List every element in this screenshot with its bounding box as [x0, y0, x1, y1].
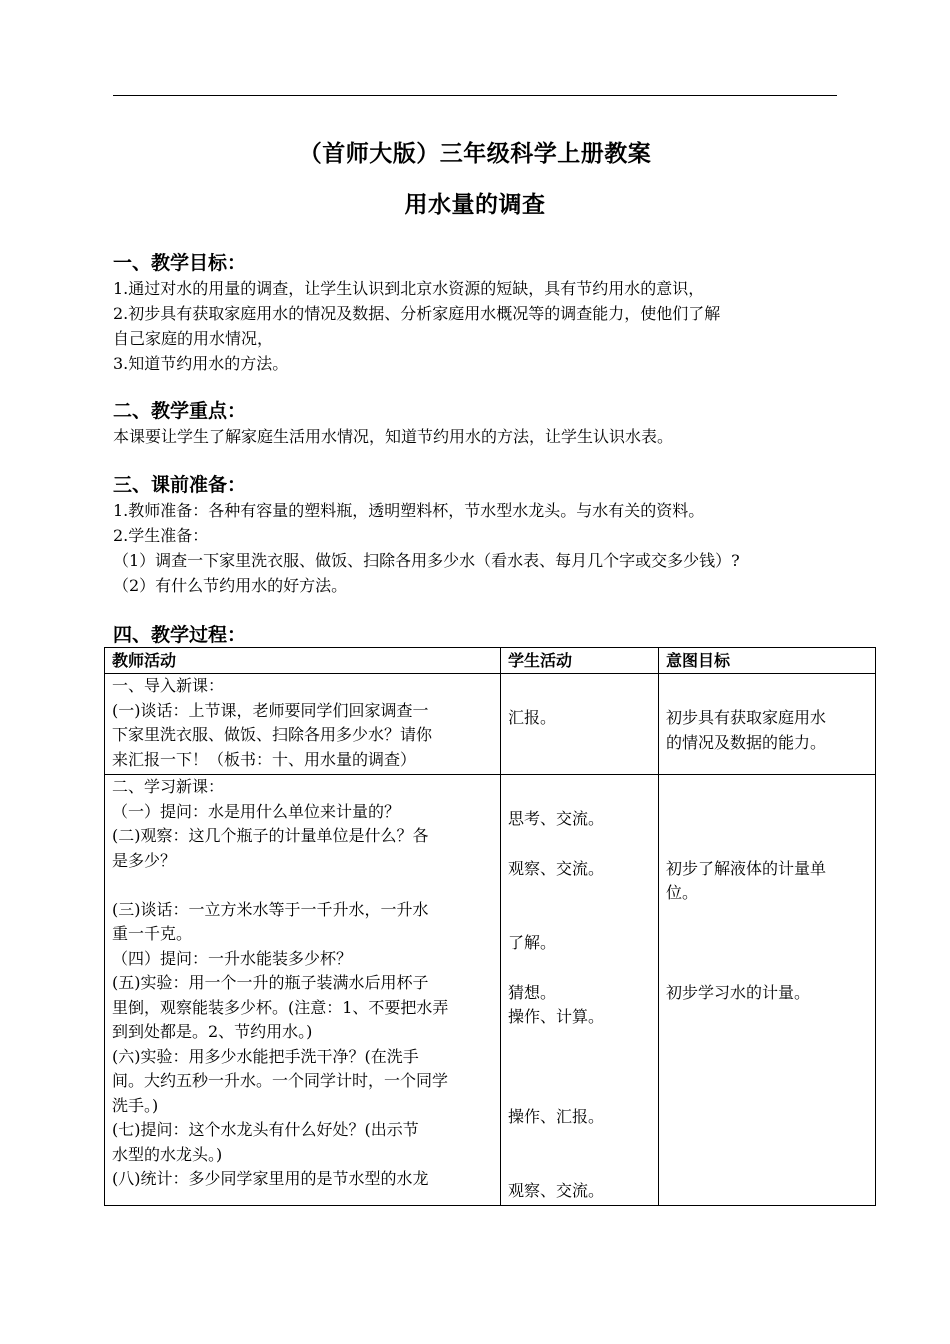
cell-line: 是多少？ [112, 850, 177, 870]
student-cell [501, 775, 659, 1206]
student-cell [501, 674, 659, 775]
cell-line: (五)实验：用一个一升的瓶子装满水后用杯子 [112, 973, 429, 992]
cell-line: 水型的水龙头。) [112, 1144, 223, 1164]
section-heading: 四、教学过程： [113, 624, 247, 646]
section-heading: 二、教学重点： [113, 400, 247, 422]
cell-line: 到到处都是。2、节约用水。) [112, 1022, 313, 1041]
cell-line: 操作、计算。 [508, 1007, 605, 1026]
cell-line: 猜想。 [508, 983, 557, 1002]
cell-line: 间。大约五秒一升水。一个同学计时，一个同学 [112, 1071, 449, 1090]
preparation-item: （1）调查一下家里洗衣服、做饭、扫除各用多少水（看水表、每月几个字或交多少钱）? [113, 551, 740, 570]
cell-line: 观察、交流。 [508, 859, 605, 878]
cell-line: 里倒，观察能装多少杯。(注意：1、不要把水弄 [112, 997, 449, 1017]
goal-cell [659, 775, 876, 1206]
cell-line: 位。 [666, 883, 699, 902]
cell-line: （四）提问：一升水能装多少杯？ [112, 948, 353, 968]
section-preparation [113, 472, 837, 598]
preparation-item: 2.学生准备： [113, 526, 209, 545]
document-subtitle: 用水量的调查 [404, 192, 546, 218]
cell-line: (八)统计：多少同学家里用的是节水型的水龙 [112, 1169, 429, 1188]
objective-item: 2.初步具有获取家庭用水的情况及数据、分析家庭用水概况等的调查能力，使他们了解 [113, 304, 721, 323]
table-header-row [105, 648, 876, 674]
column-header-teacher: 教师活动 [105, 648, 501, 674]
preparation-item: 1.教师准备：各种有容量的塑料瓶，透明塑料杯，节水型水龙头。与水有关的资料。 [113, 501, 705, 520]
goal-stack [666, 775, 868, 1205]
section-process [113, 622, 837, 648]
cell-line: 的情况及数据的能力。 [666, 732, 827, 752]
teacher-cell [105, 674, 501, 775]
cell-line: (三)谈话：一立方米水等于一千升水，一升水 [112, 899, 429, 919]
cell-line: (一)谈话：上节课，老师要同学们回家调查一 [112, 700, 429, 720]
cell-line: 初步学习水的计量。 [666, 983, 811, 1002]
key-points-text: 本课要让学生了解家庭生活用水情况，知道节约用水的方法，让学生认识水表。 [113, 427, 674, 446]
cell-line: 了解。 [508, 933, 557, 952]
student-activity-stack [508, 775, 651, 1205]
teacher-cell [105, 775, 501, 1206]
cell-line: 一、导入新课： [112, 676, 225, 695]
cell-line: 下家里洗衣服、做饭、扫除各用多少水？请你 [112, 725, 433, 744]
cell-line: 洗手。) [112, 1095, 159, 1115]
cell-line: 重一千克。 [112, 924, 193, 943]
cell-line: 观察、交流。 [508, 1181, 605, 1200]
column-header-student: 学生活动 [501, 648, 659, 674]
cell-line: 二、学习新课： [112, 777, 225, 796]
cell-line: (二)观察：这几个瓶子的计量单位是什么？各 [112, 826, 429, 845]
cell-line: 操作、汇报。 [508, 1107, 605, 1126]
table-row [105, 775, 876, 1206]
goal-cell [659, 674, 876, 775]
section-heading: 三、课前准备： [113, 474, 247, 496]
cell-blank-line [112, 873, 493, 898]
teaching-process-table [104, 647, 876, 1206]
document-title: （首师大版）三年级科学上册教案 [298, 141, 652, 167]
objective-item: 3.知道节约用水的方法。 [113, 354, 289, 373]
preparation-item: （2）有什么节约用水的好方法。 [113, 576, 348, 595]
column-header-goal: 意图目标 [659, 648, 876, 674]
cell-line: 思考、交流。 [508, 809, 605, 828]
cell-line: 初步了解液体的计量单 [666, 859, 827, 878]
section-key-points [113, 398, 837, 449]
section-heading: 一、教学目标： [113, 252, 247, 274]
objective-item: 1.通过对水的用量的调查，让学生认识到北京水资源的短缺，具有节约用水的意识， [113, 279, 705, 298]
cell-line: (七)提问：这个水龙头有什么好处？(出示节 [112, 1120, 419, 1139]
objective-item: 自己家庭的用水情况， [113, 329, 274, 348]
section-objectives [113, 250, 837, 376]
table-row [105, 674, 876, 775]
cell-line: （一）提问：水是用什么单位来计量的？ [112, 801, 401, 821]
cell-line: (六)实验：用多少水能把手洗干净？(在洗手 [112, 1046, 419, 1066]
cell-line: 初步具有获取家庭用水 [666, 708, 827, 727]
header-rule [113, 95, 837, 96]
cell-line: 汇报。 [508, 708, 557, 727]
cell-line: 来汇报一下！（板书：十、用水量的调查） [112, 749, 417, 769]
